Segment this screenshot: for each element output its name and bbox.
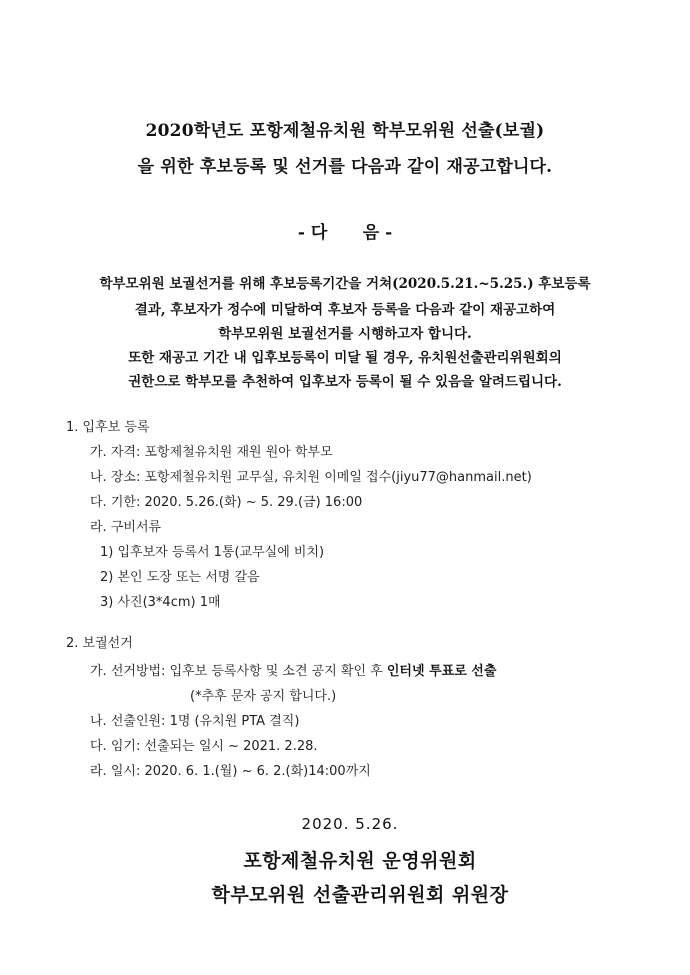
section2-seats: 나. 선출인원: 1명 (유치원 PTA 결직) <box>90 714 300 729</box>
section2-heading: 2. 보궐선거 <box>66 636 133 651</box>
election-method-emphasis: 인터넷 투표로 선출 <box>386 664 497 679</box>
intro-line-5: 권한으로 학부모를 추천하여 입후보자 등록이 될 수 있음을 알려드립니다. <box>128 374 562 390</box>
signature-line-1: 포항제철유치원 운영위원회 <box>243 850 477 872</box>
intro-line-1: 학부모위원 보궐선거를 위해 후보등록기간을 거쳐(2020.5.21.~5.25.) 후보등록 <box>99 276 591 292</box>
section1-document-1: 1) 입후보자 등록서 1통(교무실에 비치) <box>100 545 325 560</box>
section1-qualification: 가. 자격: 포항제철유치원 재원 원아 학부모 <box>90 445 333 460</box>
section1-document-3: 3) 사진(3*4cm) 1매 <box>100 595 221 610</box>
section1-document-2: 2) 본인 도장 또는 서명 갈음 <box>100 570 260 585</box>
signature-line-2: 학부모위원 선출관리위원회 위원장 <box>211 884 509 906</box>
section2-election-method <box>90 660 496 679</box>
document-title-line-1: 2020학년도 포항제철유치원 학부모위원 선출(보궐) <box>145 121 545 141</box>
election-method-text: 가. 선거방법: 입후보 등록사항 및 소견 공지 확인 후 <box>90 664 387 679</box>
section2-term: 다. 임기: 선출되는 일시 ~ 2021. 2.28. <box>90 739 318 754</box>
document-title-line-2: 을 위한 후보등록 및 선거를 다음과 같이 재공고합니다. <box>137 157 553 177</box>
section-mark: - 다 음 - <box>297 223 393 243</box>
document-date: 2020. 5.26. <box>301 815 399 833</box>
intro-line-2: 결과, 후보자가 정수에 미달하여 후보자 등록을 다음과 같이 재공고하여 <box>134 302 556 318</box>
section1-deadline: 다. 기한: 2020. 5.26.(화) ~ 5. 29.(금) 16:00 <box>90 495 363 510</box>
section1-location: 나. 장소: 포항제철유치원 교무실, 유치원 이메일 접수(jiyu77@hanmail.net) <box>90 470 532 485</box>
intro-line-3: 학부모위원 보궐선거를 시행하고자 합니다. <box>218 326 472 342</box>
section1-documents: 라. 구비서류 <box>90 520 162 535</box>
section1-heading: 1. 입후보 등록 <box>66 420 150 435</box>
section2-schedule: 라. 일시: 2020. 6. 1.(월) ~ 6. 2.(화)14:00까지 <box>90 764 371 779</box>
section2-election-note: (*추후 문자 공지 합니다.) <box>190 689 337 704</box>
intro-line-4: 또한 재공고 기간 내 입후보등록이 미달 될 경우, 유치원선출관리위원회의 <box>128 350 562 366</box>
